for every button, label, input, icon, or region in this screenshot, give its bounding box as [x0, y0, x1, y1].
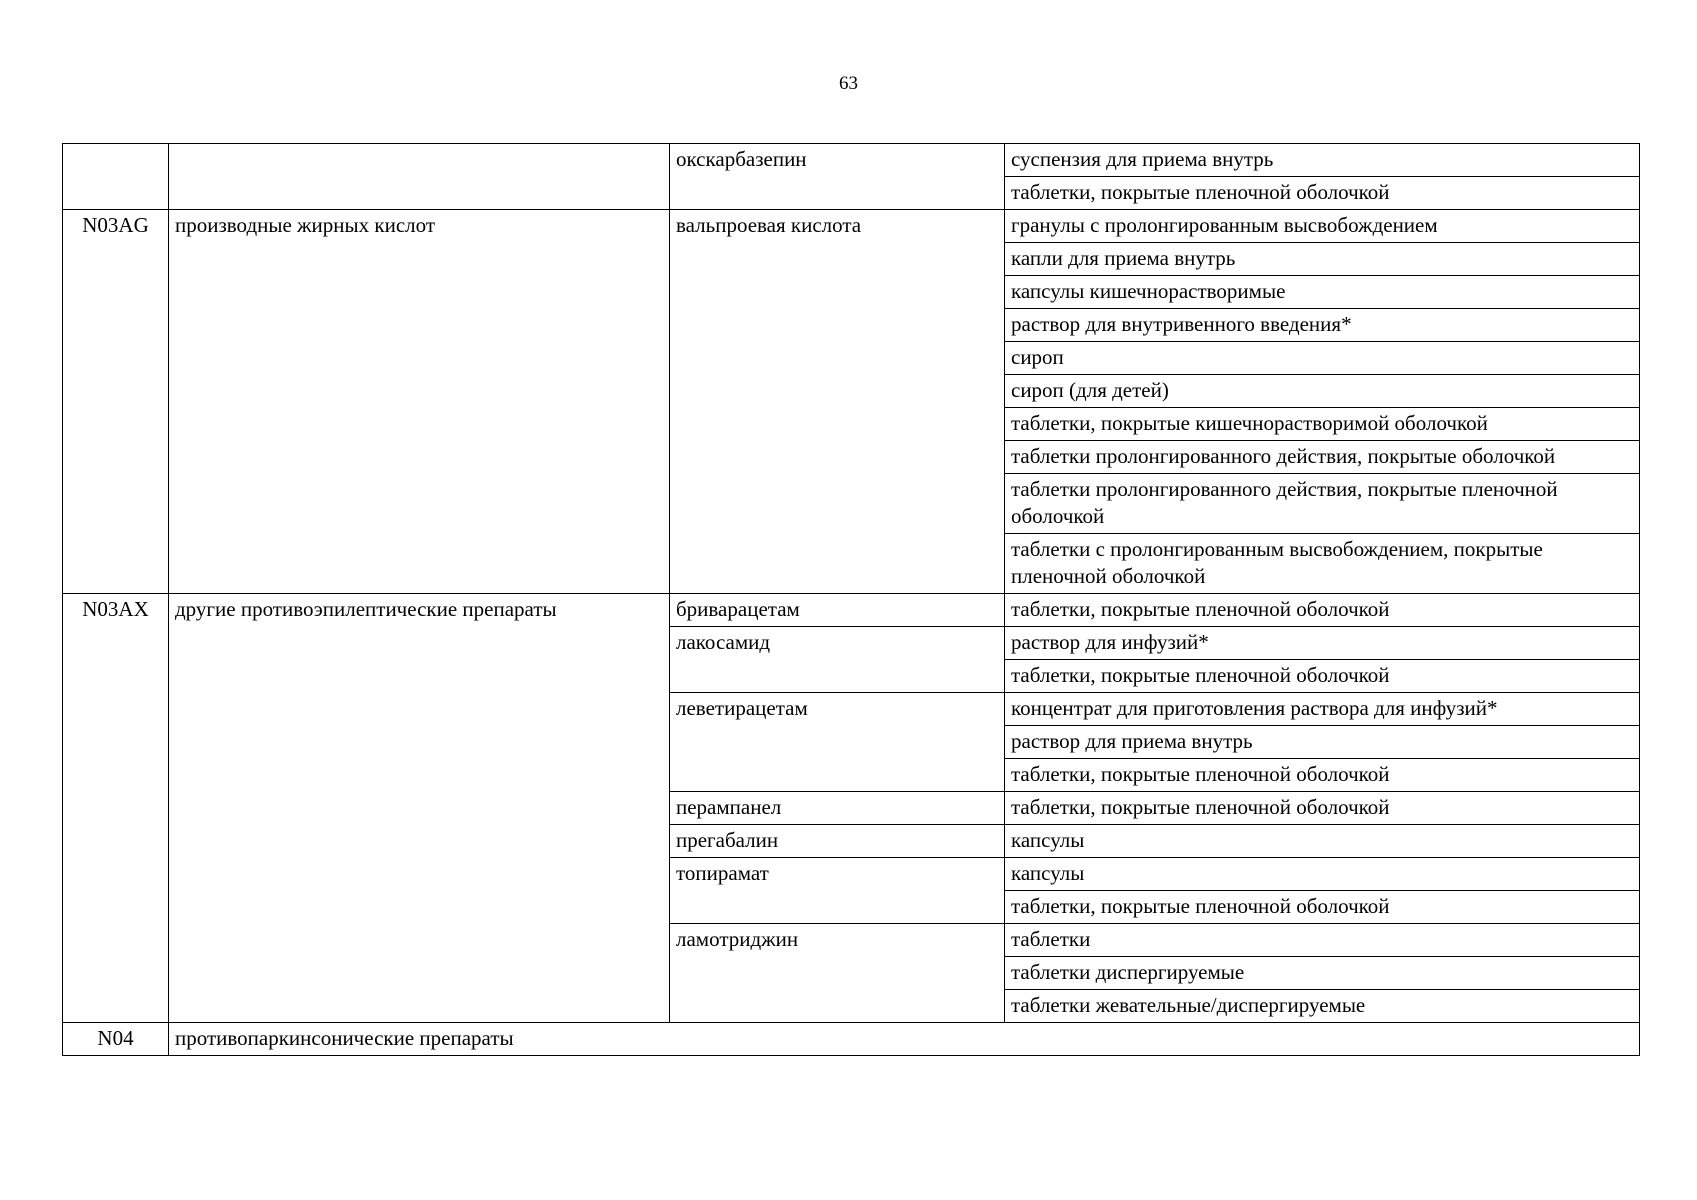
dosage-form-cell: капсулы [1005, 858, 1640, 891]
drug-name-cell: ламотриджин [670, 924, 1005, 1023]
group-name-cell: производные жирных кислот [169, 210, 670, 594]
group-name-cell [169, 144, 670, 210]
drug-name-cell: топирамат [670, 858, 1005, 924]
group-name-cell: другие противоэпилептические препараты [169, 594, 670, 1023]
dosage-form-cell: сироп [1005, 342, 1640, 375]
dosage-form-cell: таблетки с пролонгированным высвобождением, покрытые пленочной оболочкой [1005, 534, 1640, 594]
dosage-form-cell: таблетки пролонгированного действия, покрытые оболочкой [1005, 441, 1640, 474]
drug-list-table [62, 143, 1640, 1056]
dosage-form-cell: раствор для внутривенного введения* [1005, 309, 1640, 342]
dosage-form-cell: капли для приема внутрь [1005, 243, 1640, 276]
table-row [63, 144, 1640, 177]
dosage-form-cell: таблетки, покрытые пленочной оболочкой [1005, 792, 1640, 825]
table-row [63, 594, 1640, 627]
atc-code-cell: N04 [63, 1023, 169, 1056]
dosage-form-cell: капсулы кишечнорастворимые [1005, 276, 1640, 309]
dosage-form-cell: концентрат для приготовления раствора для инфузий* [1005, 693, 1640, 726]
group-name-cell: противопаркинсонические препараты [169, 1023, 1640, 1056]
dosage-form-cell: таблетки пролонгированного действия, покрытые пленочной оболочкой [1005, 474, 1640, 534]
dosage-form-cell: капсулы [1005, 825, 1640, 858]
drug-name-cell: вальпроевая кислота [670, 210, 1005, 594]
table-row [63, 1023, 1640, 1056]
dosage-form-cell: сироп (для детей) [1005, 375, 1640, 408]
drug-name-cell: леветирацетам [670, 693, 1005, 792]
page-number: 63 [839, 73, 858, 94]
dosage-form-cell: раствор для приема внутрь [1005, 726, 1640, 759]
dosage-form-cell: гранулы с пролонгированным высвобождением [1005, 210, 1640, 243]
drug-name-cell: лакосамид [670, 627, 1005, 693]
atc-code-cell [63, 144, 169, 210]
dosage-form-cell: суспензия для приема внутрь [1005, 144, 1640, 177]
dosage-form-cell: таблетки диспергируемые [1005, 957, 1640, 990]
drug-name-cell: прегабалин [670, 825, 1005, 858]
drug-name-cell: окскарбазепин [670, 144, 1005, 210]
dosage-form-cell: таблетки, покрытые пленочной оболочкой [1005, 177, 1640, 210]
dosage-form-cell: таблетки [1005, 924, 1640, 957]
dosage-form-cell: таблетки, покрытые пленочной оболочкой [1005, 891, 1640, 924]
atc-code-cell: N03AG [63, 210, 169, 594]
drug-name-cell: перампанел [670, 792, 1005, 825]
dosage-form-cell: раствор для инфузий* [1005, 627, 1640, 660]
drug-name-cell: бриварацетам [670, 594, 1005, 627]
dosage-form-cell: таблетки, покрытые пленочной оболочкой [1005, 660, 1640, 693]
dosage-form-cell: таблетки, покрытые пленочной оболочкой [1005, 594, 1640, 627]
atc-code-cell: N03AX [63, 594, 169, 1023]
dosage-form-cell: таблетки, покрытые пленочной оболочкой [1005, 759, 1640, 792]
dosage-form-cell: таблетки, покрытые кишечнорастворимой оболочкой [1005, 408, 1640, 441]
table-row [63, 210, 1640, 243]
dosage-form-cell: таблетки жевательные/диспергируемые [1005, 990, 1640, 1023]
